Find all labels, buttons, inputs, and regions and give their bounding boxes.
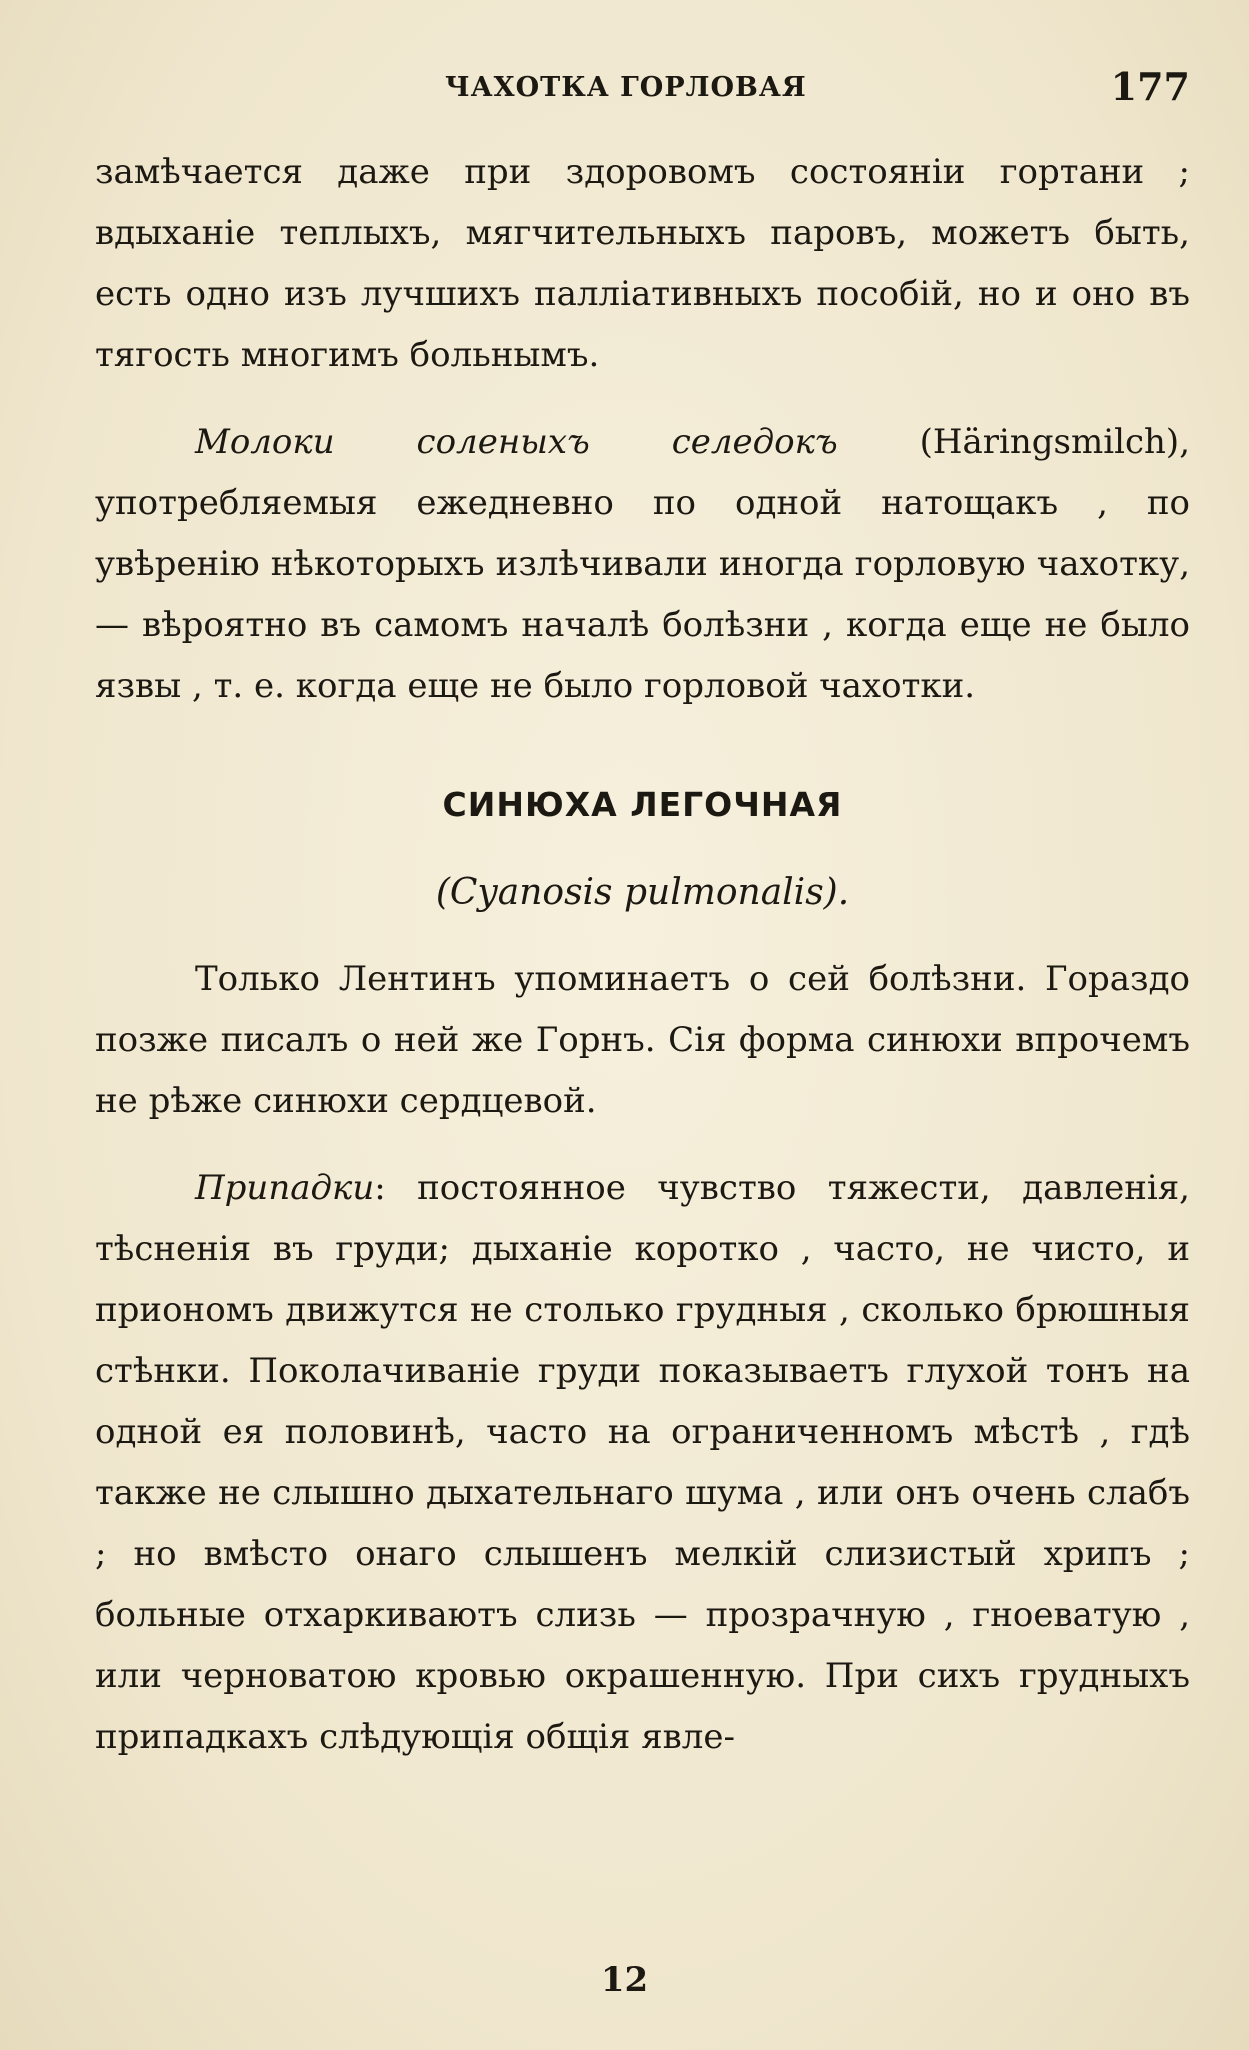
paragraph-4-rest: : постоянное чувство тяжести, давленія, тѣсненія въ груди; дыханіе коротко , часто, не чисто, и приономъ движутся не столько грудныя , сколько брюшныя стѣнки. Поколачиваніе груди показываетъ глухой тонъ на одной ея половинѣ, часто на ограниченномъ мѣстѣ , гдѣ также не слышно дыхательнаго шума , или онъ очень слабъ ; но вмѣсто онаго слышенъ мелкій слизистый хрипъ ; больные отхаркиваютъ слизь — прозрачную , гноеватую , или черноватою кровью окрашенную. При сихъ грудныхъ припадкахъ слѣдующія общія явле- — [95, 1168, 1190, 1757]
paragraph-2 — [95, 412, 1190, 717]
page-header — [95, 64, 1190, 118]
paragraph-1: замѣчается даже при здоровомъ состояніи гортани ; вдыханіе теплыхъ, мягчительныхъ паровъ, можетъ быть, есть одно изъ лучшихъ палліативныхъ пособій, но и оно въ тягость многимъ больнымъ. — [95, 152, 1190, 375]
section-heading: СИНЮХА ЛЕГОЧНАЯ — [442, 785, 843, 824]
running-title: ЧАХОТКА ГОРЛОВАЯ — [445, 72, 807, 103]
paragraph-2-lead: Молоки соленыхъ селедокъ — [195, 422, 838, 462]
signature-mark: 12 — [600, 1960, 649, 2000]
paragraph-2-german: (Häringsmilch) — [919, 422, 1180, 462]
paragraph-4-lead: Припадки — [195, 1168, 375, 1208]
section-latin-name: (Cyanosis pulmonalis). — [435, 872, 850, 913]
paragraph-4 — [95, 1158, 1190, 1768]
page-number: 177 — [1110, 64, 1190, 109]
body-text — [95, 142, 1190, 1768]
paragraph-2-rest: , употребляемыя ежедневно по одной натощакъ , по увѣренію нѣкоторыхъ излѣчивали иногда горловую чахотку, — вѣроятно въ самомъ началѣ болѣзни , когда еще не было язвы , т. е. когда еще не было горловой чахотки. — [95, 422, 1190, 706]
paragraph-3: Только Лентинъ упоминаетъ о сей болѣзни. Гораздо позже писалъ о ней же Горнъ. Сія форма синюхи впрочемъ не рѣже синюхи сердцевой. — [95, 959, 1190, 1121]
